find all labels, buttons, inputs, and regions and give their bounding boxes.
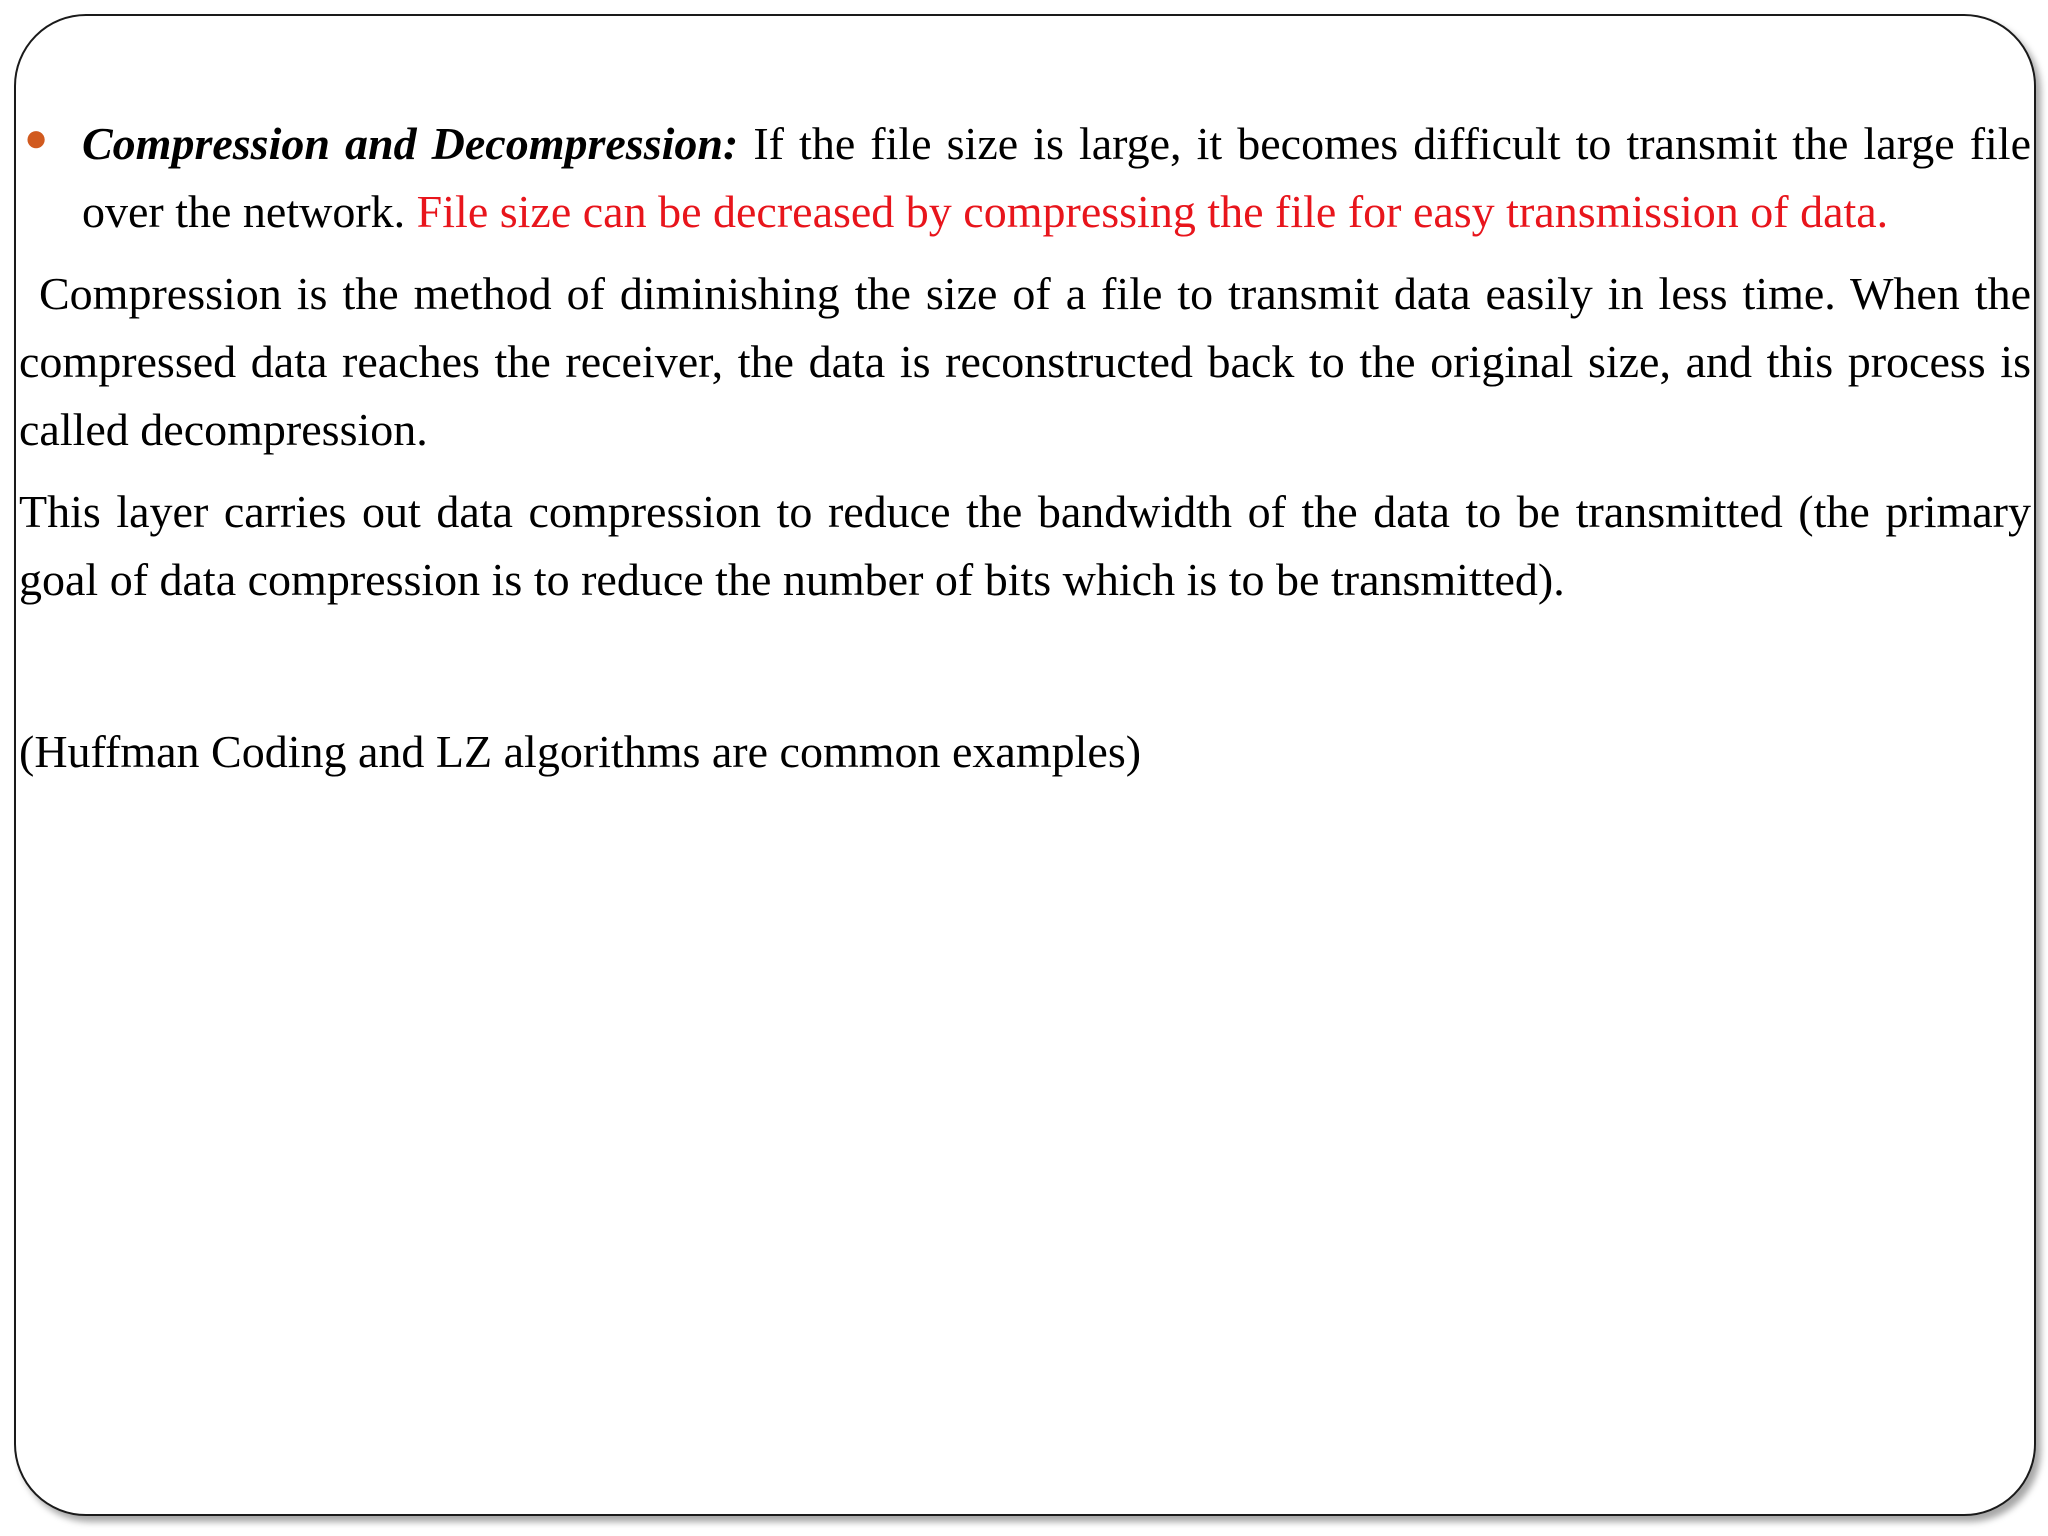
paragraph-compression-definition: Compression is the method of diminishing the size of a file to transmit data easily in less time. When the compressed data reaches the receiver, the data is reconstructed back to the original size, and this process is called decompression. xyxy=(19,268,2031,455)
bullet-dot-icon: ● xyxy=(24,115,49,160)
bullet-term: Compression and Decompression: xyxy=(82,118,739,169)
bullet-highlight: File size can be decreased by compressing the file for easy transmission of data. xyxy=(416,186,1889,237)
bullet-item xyxy=(19,110,2031,246)
bullet-text: If the file size is large, it becomes difficult to transmit the large file over the network. xyxy=(82,118,2031,237)
spacer xyxy=(19,628,2031,718)
paragraph-layer-role: This layer carries out data compression to reduce the bandwidth of the data to be transmitted (the primary goal of data compression is to reduce the number of bits which is to be transmitted). xyxy=(19,486,2031,605)
paragraph-examples-note: (Huffman Coding and LZ algorithms are common examples) xyxy=(19,726,1142,777)
slide-content xyxy=(19,110,2031,800)
